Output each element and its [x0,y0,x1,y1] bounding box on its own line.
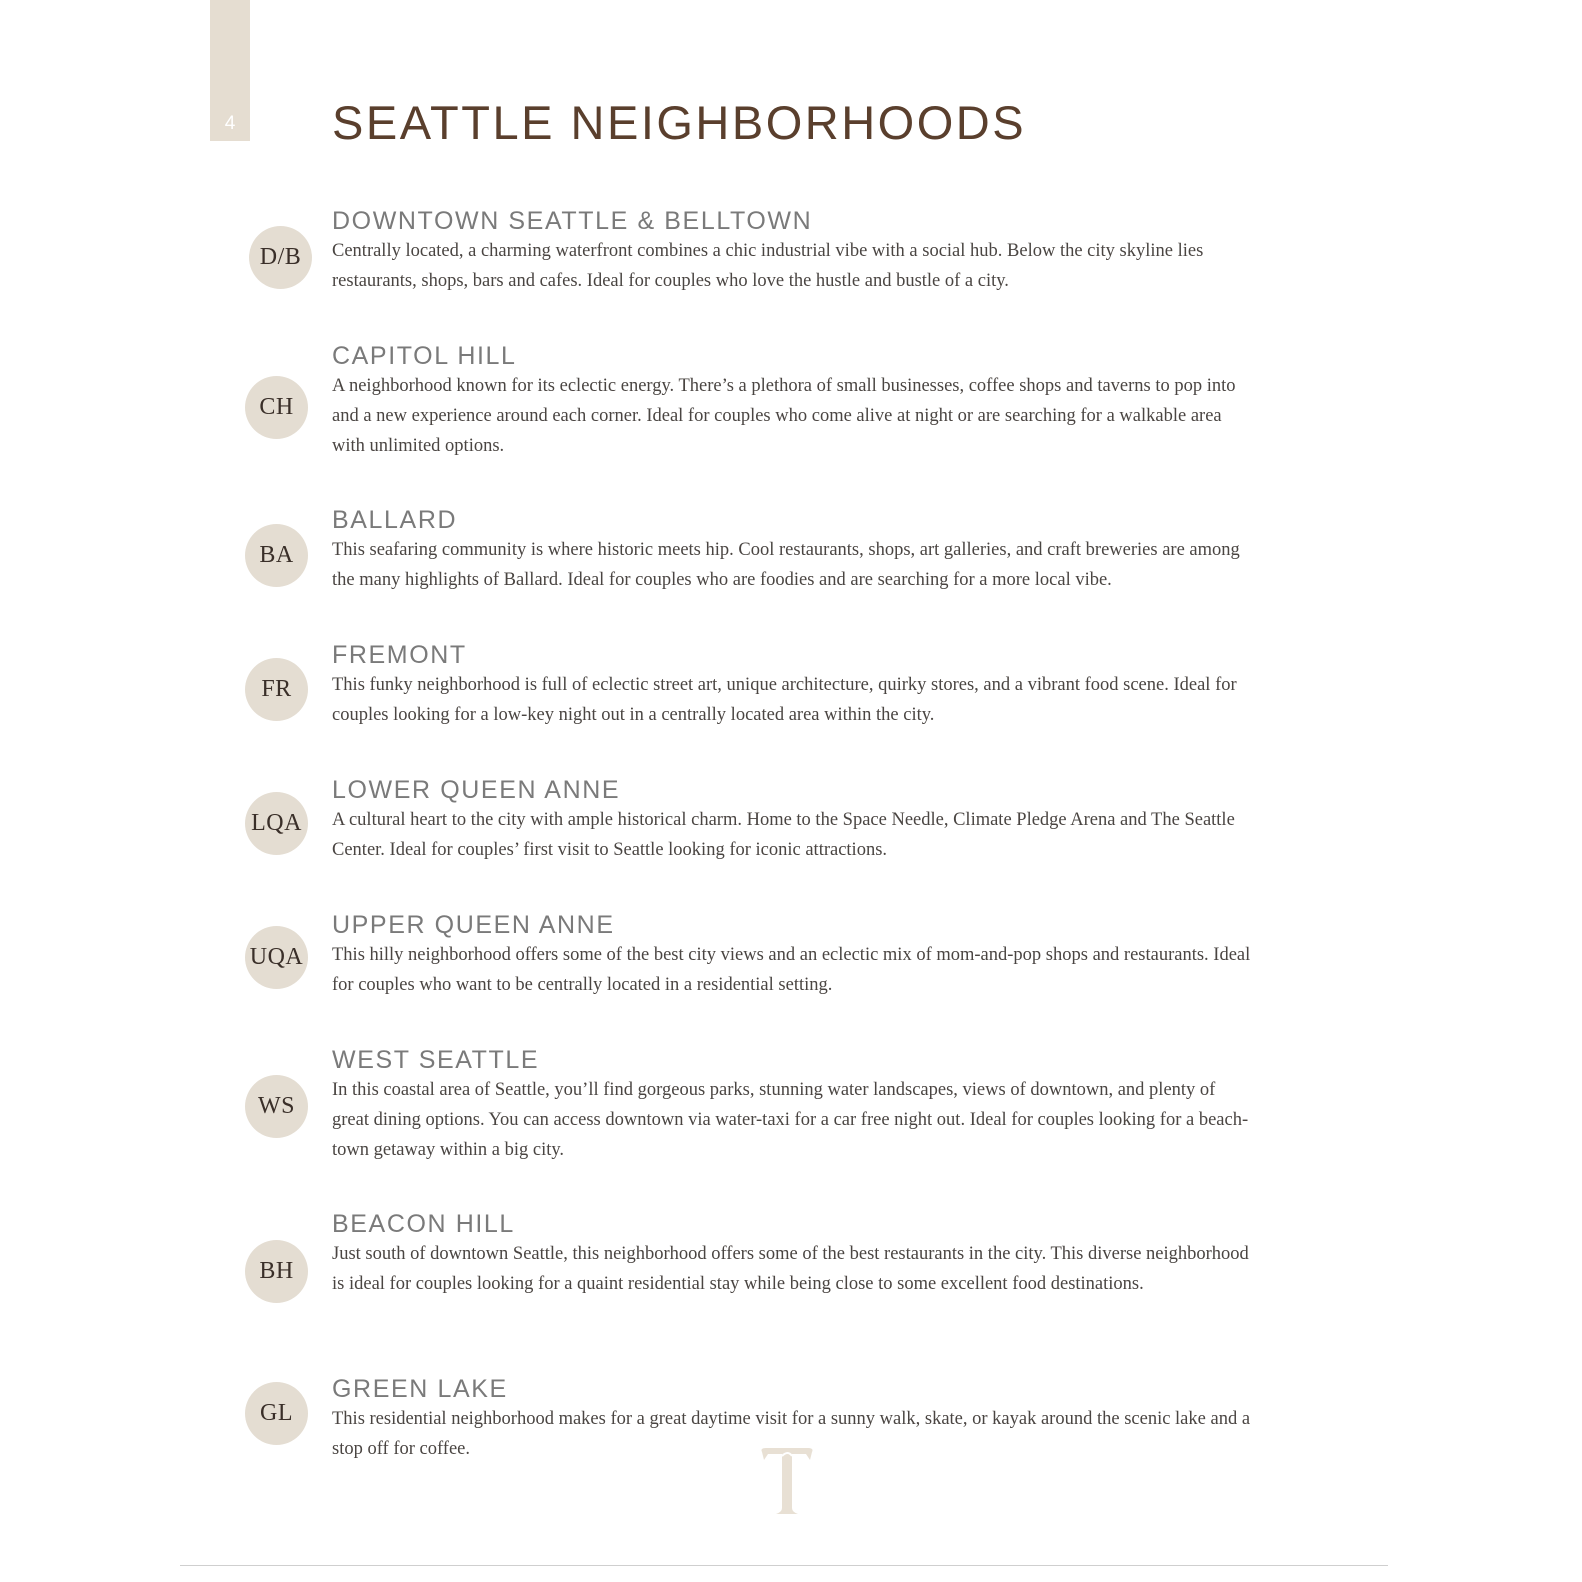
neighborhood-description: This hilly neighborhood offers some of the best city views and an eclectic mix of mom-and-pop shops and restaurants. Ideal for couples who want to be centrally located in a residential setting. [332,945,1251,995]
neighborhood-badge: GL [245,1382,308,1445]
neighborhood-title: FREMONT [332,641,467,669]
neighborhood-badge: CH [245,376,308,439]
neighborhood-description: This funky neighborhood is full of eclectic street art, unique architecture, quirky stores, and a vibrant food scene. Ideal for couples looking for a low-key night out in a centrally located area within the city. [332,675,1237,725]
neighborhood-badge: BA [245,524,308,587]
neighborhood-title: BEACON HILL [332,1210,515,1238]
neighborhood-badge: D/B [249,226,312,289]
neighborhood-title: WEST SEATTLE [332,1046,540,1074]
neighborhood-badge: WS [245,1075,308,1138]
neighborhood-description: This seafaring community is where historic meets hip. Cool restaurants, shops, art galleries, and craft breweries are among the many highlights of Ballard. Ideal for couples who are foodies and are searching for a more local vibe. [332,540,1240,590]
neighborhood-badge: LQA [245,792,308,855]
page-title: SEATTLE NEIGHBORHOODS [332,96,1027,149]
neighborhood-title: LOWER QUEEN ANNE [332,776,621,804]
neighborhood-description: In this coastal area of Seattle, you’ll find gorgeous parks, stunning water landscapes, views of downtown, and plenty of great dining options. You can access downtown via water-taxi for a car free night out. Ideal for couples looking for a beach-town getaway within a big city. [332,1080,1249,1160]
bottom-divider [180,1565,1388,1566]
neighborhood-description: Centrally located, a charming waterfront combines a chic industrial vibe with a social hub. Below the city skyline lies restaurants, shops, bars and cafes. Ideal for couples who love the hustle and bustle of a city. [332,241,1204,291]
brand-logo-icon [758,1446,816,1516]
page-number-tab [210,0,250,141]
neighborhood-badge: BH [245,1240,308,1303]
neighborhood-title: BALLARD [332,506,458,534]
page-number: 4 [224,113,236,134]
neighborhood-badge: FR [245,658,308,721]
neighborhood-description: Just south of downtown Seattle, this neighborhood offers some of the best restaurants in the city. This diverse neighborhood is ideal for couples looking for a quaint residential stay while being close to some excellent food destinations. [332,1244,1249,1294]
neighborhood-description: A cultural heart to the city with ample historical charm. Home to the Space Needle, Climate Pledge Arena and The Seattle Center. Ideal for couples’ first visit to Seattle looking for iconic attractions. [332,810,1235,860]
neighborhood-badge: UQA [245,926,308,989]
neighborhood-title: UPPER QUEEN ANNE [332,911,615,939]
neighborhood-title: DOWNTOWN SEATTLE & BELLTOWN [332,207,813,235]
neighborhood-description: This residential neighborhood makes for a great daytime visit for a sunny walk, skate, or kayak around the scenic lake and a stop off for coffee. [332,1409,1251,1459]
neighborhood-title: CAPITOL HILL [332,342,517,370]
neighborhood-title: GREEN LAKE [332,1375,508,1403]
neighborhood-description: A neighborhood known for its eclectic energy. There’s a plethora of small businesses, coffee shops and taverns to pop into and a new experience around each corner. Ideal for couples who come alive at night or are searching for a walkable area with unlimited options. [332,376,1236,456]
